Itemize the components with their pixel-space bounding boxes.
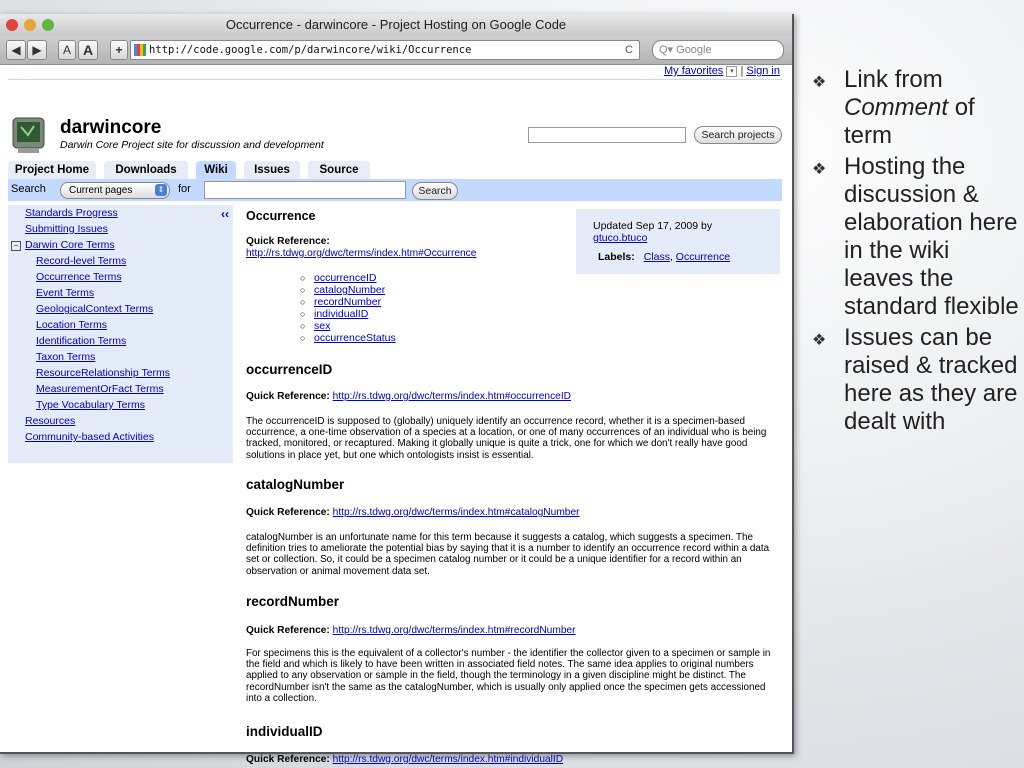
tab-downloads[interactable]: Downloads [104, 161, 188, 179]
search-projects-button[interactable]: Search projects [694, 126, 782, 144]
sidebar-item-darwin-core-terms[interactable]: Darwin Core Terms [25, 239, 115, 251]
slide-bullets [810, 66, 1020, 439]
sidebar-item-event-terms[interactable]: Event Terms [36, 287, 95, 299]
sidebar-item-geologicalcontext-terms[interactable]: GeologicalContext Terms [36, 303, 154, 315]
select-arrows-icon: ⇕ [155, 184, 167, 196]
diamond-bullet-icon: ❖ [812, 332, 827, 349]
diamond-bullet-icon: ❖ [812, 161, 827, 178]
quick-reference-link[interactable]: http://rs.tdwg.org/dwc/terms/index.htm#Occurrence [246, 248, 477, 259]
slide-bullet [810, 324, 1020, 436]
slide-bullet [810, 153, 1020, 321]
bullet-icon: ○ [300, 297, 306, 307]
header-divider [8, 79, 782, 80]
section-text: The occurrenceID is supposed to (globally) uniquely identify an occurrence record, whether it is a specimen-based occurrence, a one-time observation of a species at a location, or one of many occurrences of an individual who is being tracked, monitored, or recaptured. Making it globally unique is quite a trick, one for which we don't really have good solutions in place yet, but one which ontologists insist is essential. [246, 416, 767, 461]
section-title: individualID [246, 724, 323, 739]
project-search-input[interactable] [528, 127, 686, 143]
section-text: catalogNumber is an unfortunate name for this term because it suggests a catalog, which suggests a specimen. The definition tries to ameliorate the potential bias by saying that it is a number to identify an occurrence record within a data set or collection. So, it could be a specimen catalog number or it could be a unique identifier for a record within an observation or animal movement data set. [246, 532, 770, 577]
sidebar-item-identification-terms[interactable]: Identification Terms [36, 335, 127, 347]
project-name: darwincore [60, 117, 162, 138]
favorites-dropdown-icon[interactable]: ▾ [726, 66, 737, 77]
quick-reference-link[interactable]: http://rs.tdwg.org/dwc/terms/index.htm#recordNumber [332, 625, 576, 636]
bullet-emphasis: Comment [844, 94, 949, 121]
minimize-window-button[interactable] [24, 19, 36, 31]
address-text: http://code.google.com/p/darwincore/wiki/Occurrence [149, 44, 472, 56]
label-occurrence-link[interactable]: Occurrence [675, 251, 731, 263]
my-favorites-link[interactable]: My favorites [664, 65, 724, 77]
bullet-icon: ○ [300, 333, 306, 343]
browser-window [0, 14, 794, 765]
collapse-sidebar-icon[interactable]: ‹‹ [221, 207, 229, 221]
google-code-favicon [134, 44, 146, 56]
sidebar-item-measurementorfact-terms[interactable]: MeasurementOrFact Terms [36, 383, 164, 395]
toc-item[interactable]: occurrenceStatus [314, 332, 396, 344]
bullet-text: Issues can be raised & tracked here as they are dealt with [844, 324, 1018, 435]
tab-issues[interactable]: Issues [244, 161, 300, 179]
section-title: catalogNumber [246, 477, 345, 492]
label-class-link[interactable]: Class [643, 251, 670, 263]
toc-item[interactable]: individualID [314, 308, 369, 320]
back-button[interactable]: ◀ [6, 40, 26, 60]
quick-reference-label: Quick Reference: [246, 625, 330, 636]
labels-label: Labels: [598, 251, 635, 263]
wiki-search-bar [8, 179, 782, 201]
project-summary: Darwin Core Project site for discussion and development [60, 139, 324, 151]
quick-reference-link[interactable]: http://rs.tdwg.org/dwc/terms/index.htm#catalogNumber [332, 507, 580, 518]
quick-reference-label: Quick Reference: [246, 507, 330, 518]
font-smaller-button[interactable]: A [58, 40, 76, 60]
bullet-icon: ○ [300, 321, 306, 331]
google-search-placeholder: Q▾ Google [659, 44, 712, 56]
wiki-search-input[interactable] [204, 181, 406, 199]
bullet-icon: ○ [300, 273, 306, 283]
sidebar-item-resourcerelationship-terms[interactable]: ResourceRelationship Terms [36, 367, 171, 379]
zoom-window-button[interactable] [42, 19, 54, 31]
quick-reference-link[interactable]: http://rs.tdwg.org/dwc/terms/index.htm#individualID [332, 754, 564, 765]
toc-item[interactable]: occurrenceID [314, 272, 377, 284]
bullet-icon: ○ [300, 285, 306, 295]
bullet-text: of term [844, 94, 975, 149]
add-bookmark-button[interactable]: + [110, 40, 128, 60]
search-scope-value: Current pages [69, 185, 133, 196]
wiki-search-button[interactable]: Search [412, 182, 458, 200]
sidebar-item-record-level-terms[interactable]: Record-level Terms [36, 255, 127, 267]
sidebar-item-submitting-issues[interactable]: Submitting Issues [25, 223, 108, 235]
bullet-text: Hosting the discussion & elaboration here in the wiki leaves the standard flexible [844, 153, 1019, 320]
bullet-icon: ○ [300, 309, 306, 319]
quick-reference-label: Quick Reference: [246, 236, 330, 247]
tab-source[interactable]: Source [308, 161, 370, 179]
section-text: For specimens this is the equivalent of a collector's number - the identifier the collector given to a specimen or sample in the field and which is likely to have been written in associated field notes. The same idea applies to original numbers applied to any observation or sample in the field, though the terminology in a given discipline might be distinct. The recordNumber isn't the same as the catalogNumber, which is usually only applied once the specimen gets accessioned into a collection. [246, 648, 771, 704]
toc-item[interactable]: sex [314, 320, 331, 332]
sidebar-item-resources[interactable]: Resources [25, 415, 76, 427]
title-bar [0, 14, 792, 36]
page-info-box: Updated Sep 17, 2009 by gtuco.btuco Labels: Class, Occurrence [576, 209, 780, 274]
sidebar-item-type-vocabulary-terms[interactable]: Type Vocabulary Terms [36, 399, 145, 411]
updated-text: Updated Sep 17, 2009 by [593, 220, 713, 232]
browser-toolbar [0, 36, 792, 65]
project-logo [12, 117, 45, 155]
reload-icon[interactable]: C [625, 44, 633, 56]
forward-button[interactable]: ▶ [27, 40, 47, 60]
sidebar-item-community-based-activities[interactable]: Community-based Activities [25, 431, 154, 443]
slide-bullet [810, 66, 1020, 150]
google-search-field[interactable] [652, 40, 784, 60]
toc-item[interactable]: catalogNumber [314, 284, 386, 296]
page-title: Occurrence [246, 209, 316, 223]
wiki-sidebar [8, 205, 233, 463]
section-title: occurrenceID [246, 362, 333, 377]
collapse-tree-icon[interactable]: − [11, 241, 21, 251]
sidebar-item-occurrence-terms[interactable]: Occurrence Terms [36, 271, 122, 283]
author-link[interactable]: gtuco.btuco [593, 232, 648, 244]
font-larger-button[interactable]: A [78, 40, 98, 60]
close-window-button[interactable] [6, 19, 18, 31]
link-divider: | [740, 65, 744, 77]
window-title: Occurrence - darwincore - Project Hosting on Google Code [225, 17, 567, 32]
user-links [664, 65, 780, 77]
sidebar-item-standards-progress[interactable]: Standards Progress [25, 207, 118, 219]
search-scope-select[interactable] [60, 182, 170, 199]
section-title: recordNumber [246, 594, 340, 609]
sign-in-link[interactable]: Sign in [746, 65, 780, 77]
toc-item[interactable]: recordNumber [314, 296, 382, 308]
address-bar[interactable] [130, 40, 640, 60]
quick-reference-link[interactable]: http://rs.tdwg.org/dwc/terms/index.htm#occurrenceID [332, 391, 572, 402]
search-label: Search [11, 183, 46, 195]
sidebar-item-location-terms[interactable]: Location Terms [36, 319, 108, 331]
tab-wiki[interactable]: Wiki [196, 161, 236, 179]
quick-reference-label: Quick Reference: [246, 391, 330, 402]
bullet-text: Link from [844, 66, 943, 93]
quick-reference-label: Quick Reference: [246, 754, 330, 765]
tab-project-home[interactable]: Project Home [8, 161, 96, 179]
for-label: for [178, 183, 191, 195]
diamond-bullet-icon: ❖ [812, 74, 827, 91]
sidebar-item-taxon-terms[interactable]: Taxon Terms [36, 351, 96, 363]
